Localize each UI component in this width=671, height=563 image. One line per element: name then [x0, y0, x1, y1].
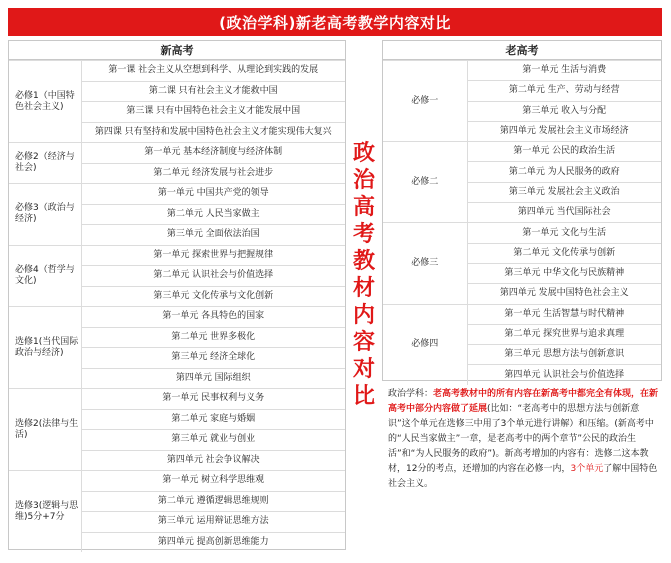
new-unit-cell: 第一单元 探索世界与把握规律 — [81, 245, 345, 266]
new-unit-cell: 第一单元 民事权利与义务 — [81, 389, 345, 410]
old-group-label: 必修二 — [383, 142, 467, 223]
table-row — [383, 223, 661, 243]
new-unit-cell: 第三单元 经济全球化 — [81, 348, 345, 369]
table-row — [383, 142, 661, 162]
vertical-title — [350, 140, 378, 410]
new-curriculum-table — [9, 60, 345, 552]
old-unit-cell: 第二单元 探究世界与追求真理 — [467, 324, 661, 344]
new-unit-cell: 第二单元 认识社会与价值选择 — [81, 266, 345, 287]
vertical-title-char: 内 — [352, 303, 375, 328]
note-body: (比如：“老高考中的思想方法与创新意识”这个单元在选修三中用了3个单元进行讲解）和压缩。(新高考中的“人民当家做主”一章，是老高考中的两个章节”公民的政治生活”和“为人民服务的政府”)。新高考增加的内容有：选修二这本教材，12分的考点，还增加的内容在必修一内， — [388, 404, 654, 474]
new-unit-cell: 第二单元 遵循逻辑思维规则 — [81, 491, 345, 512]
vertical-title-char: 容 — [352, 330, 375, 355]
new-group-label: 必修3（政治与经济) — [9, 184, 81, 246]
table-row — [9, 307, 345, 328]
comparison-note — [388, 387, 660, 492]
vertical-title-char: 对 — [352, 357, 375, 382]
new-unit-cell: 第一单元 基本经济制度与经济体制 — [81, 143, 345, 164]
note-tail: 了解中国特色社会主义。 — [388, 464, 658, 489]
new-unit-cell: 第三单元 就业与创业 — [81, 430, 345, 451]
new-group-label: 必修2（经济与社会) — [9, 143, 81, 184]
table-row — [9, 61, 345, 82]
new-unit-cell: 第四单元 提高创新思维能力 — [81, 532, 345, 552]
old-unit-cell: 第二单元 为人民服务的政府 — [467, 162, 661, 182]
old-unit-cell: 第四单元 发展中国特色社会主义 — [467, 284, 661, 304]
new-unit-cell: 第三单元 运用辩证思维方法 — [81, 512, 345, 533]
new-group-label: 必修1（中国特色社会主义) — [9, 61, 81, 143]
new-group-label: 选修1(当代国际政治与经济) — [9, 307, 81, 389]
old-unit-cell: 第三单元 思想方法与创新意识 — [467, 345, 661, 365]
old-curriculum-panel — [382, 40, 662, 381]
old-unit-cell: 第三单元 收入与分配 — [467, 101, 661, 121]
old-unit-cell: 第四单元 发展社会主义市场经济 — [467, 121, 661, 141]
old-unit-cell: 第一单元 生活与消费 — [467, 61, 661, 81]
old-curriculum-table — [383, 60, 661, 385]
table-row — [383, 61, 661, 81]
table-row — [9, 184, 345, 205]
old-group-label: 必修一 — [383, 61, 467, 142]
table-row — [9, 389, 345, 410]
new-curriculum-header: 新高考 — [9, 41, 345, 60]
old-unit-cell: 第四单元 当代国际社会 — [467, 203, 661, 223]
new-unit-cell: 第一单元 各具特色的国家 — [81, 307, 345, 328]
page-title: (政治学科)新老高考教学内容对比 — [8, 8, 662, 36]
vertical-title-char: 治 — [352, 168, 375, 193]
table-row — [9, 143, 345, 164]
new-unit-cell: 第三单元 文化传承与文化创新 — [81, 286, 345, 307]
note-highlight-units: 3个单元 — [570, 464, 604, 474]
new-unit-cell: 第三课 只有中国特色社会主义才能发展中国 — [81, 102, 345, 123]
new-unit-cell: 第一课 社会主义从空想到科学、从理论到实践的发展 — [81, 61, 345, 82]
old-curriculum-header: 老高考 — [383, 41, 661, 60]
old-group-label: 必修四 — [383, 304, 467, 385]
vertical-title-char: 考 — [352, 222, 375, 247]
new-unit-cell: 第二课 只有社会主义才能救中国 — [81, 81, 345, 102]
old-unit-cell: 第四单元 认识社会与价值选择 — [467, 365, 661, 385]
new-unit-cell: 第四单元 社会争议解决 — [81, 450, 345, 471]
new-group-label: 选修3(逻辑与思维)5分+7分 — [9, 471, 81, 553]
old-group-label: 必修三 — [383, 223, 467, 304]
new-curriculum-panel — [8, 40, 346, 550]
new-unit-cell: 第二单元 世界多极化 — [81, 327, 345, 348]
vertical-title-char: 比 — [352, 384, 375, 409]
old-unit-cell: 第一单元 文化与生活 — [467, 223, 661, 243]
table-row — [9, 471, 345, 492]
vertical-title-char: 政 — [352, 141, 375, 166]
old-unit-cell: 第三单元 中华文化与民族精神 — [467, 263, 661, 283]
new-unit-cell: 第二单元 经济发展与社会进步 — [81, 163, 345, 184]
new-group-label: 必修4（哲学与文化) — [9, 245, 81, 307]
new-unit-cell: 第一单元 树立科学思维观 — [81, 471, 345, 492]
vertical-title-char: 教 — [352, 249, 375, 274]
vertical-title-char: 材 — [352, 276, 375, 301]
new-unit-cell: 第二单元 家庭与婚姻 — [81, 409, 345, 430]
table-row — [383, 304, 661, 324]
new-unit-cell: 第四课 只有坚持和发展中国特色社会主义才能实现伟大复兴 — [81, 122, 345, 143]
note-highlight: 老高考教材中的所有内容在新高考中都完全有体现，在新高考中部分内容做了延展 — [388, 389, 659, 414]
old-unit-cell: 第三单元 发展社会主义政治 — [467, 182, 661, 202]
old-unit-cell: 第一单元 公民的政治生活 — [467, 142, 661, 162]
new-unit-cell: 第三单元 全面依法治国 — [81, 225, 345, 246]
old-unit-cell: 第二单元 生产、劳动与经营 — [467, 81, 661, 101]
new-unit-cell: 第一单元 中国共产党的领导 — [81, 184, 345, 205]
new-unit-cell: 第四单元 国际组织 — [81, 368, 345, 389]
new-group-label: 选修2(法律与生活) — [9, 389, 81, 471]
new-unit-cell: 第二单元 人民当家做主 — [81, 204, 345, 225]
old-unit-cell: 第二单元 文化传承与创新 — [467, 243, 661, 263]
vertical-title-char: 高 — [352, 195, 375, 220]
table-row — [9, 245, 345, 266]
old-unit-cell: 第一单元 生活智慧与时代精神 — [467, 304, 661, 324]
note-lead: 政治学科： — [388, 389, 434, 399]
